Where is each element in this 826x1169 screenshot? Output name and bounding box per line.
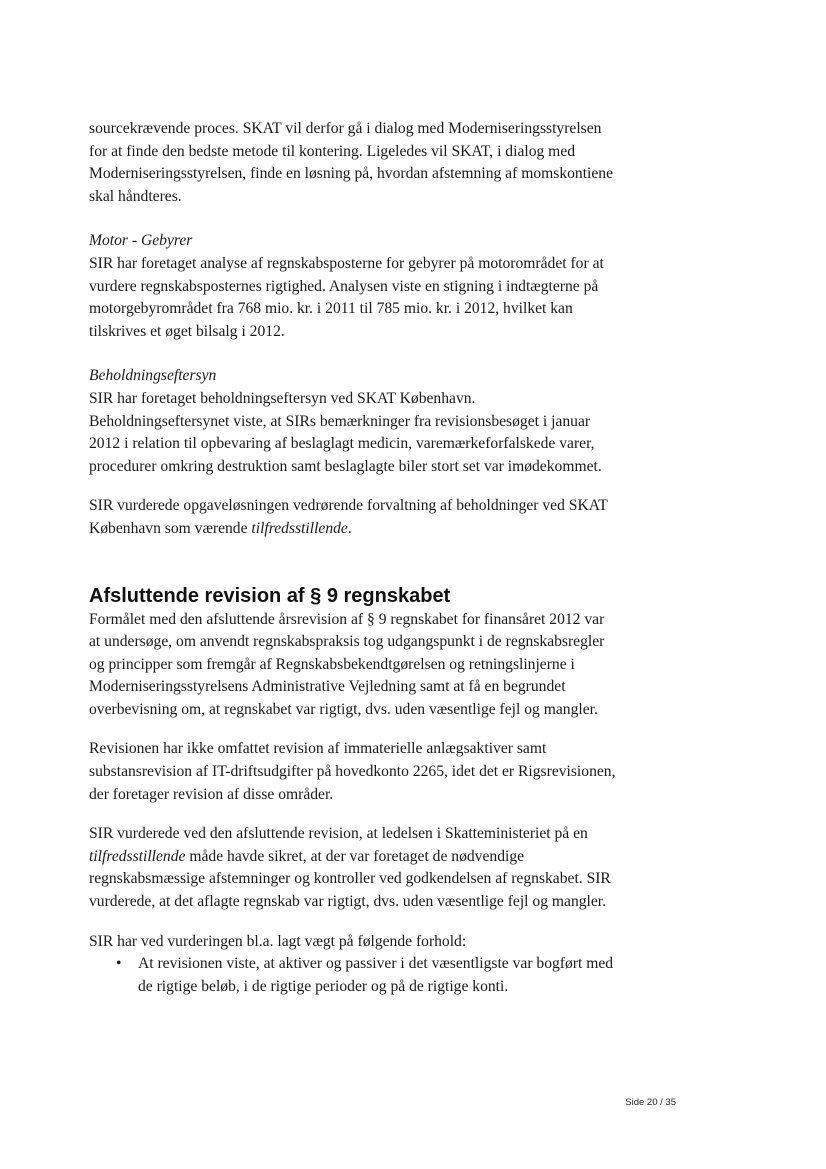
intro-paragraph: sourcekrævende proces. SKAT vil derfor gå i dialog med Moderniseringsstyrelsen for at finde den bedste metode til kontering. Ligeledes vil SKAT, i dialog med Moderniseringsstyrelsen, finde en løsning på, hvordan afstemning af momskontiene skal håndteres. [89, 120, 614, 205]
beholdning-conclusion-emphasis: tilfredsstillende [251, 519, 348, 537]
afsluttende-paragraph-1: Formålet med den afsluttende årsrevision af § 9 regnskabet for finansåret 2012 var at undersøge, om anvendt regnskabspraksis tog udgangspunkt i de regnskabsregler og principper som fremgår af Regnskabsbekendtgørelsen og retningslinjerne i Moderniseringsstyrelsens Administrative Vejledning samt at få en begrundet overbevisning om, at regnskabet var rigtigt, dvs. uden væsentlige fejl og mangler. [89, 610, 605, 718]
document-body [89, 118, 619, 998]
beholdning-subheading: Beholdningseftersyn [89, 367, 217, 385]
afsluttende-paragraph-3 [89, 823, 619, 913]
beholdning-conclusion [89, 495, 619, 540]
beholdning-conclusion-prefix: SIR vurderede opgaveløsningen vedrørende forvaltning af beholdninger ved SKAT København som værende [89, 497, 608, 537]
afsluttende-paragraph-2: Revisionen har ikke omfattet revision af immaterielle anlægsaktiver samt substansrevision af IT-driftsudgifter på hovedkonto 2265, idet det er Rigsrevisionen, der foretager revision af disse områder. [89, 740, 616, 803]
bullet-list [89, 953, 619, 998]
afsluttende-paragraph-4: SIR har ved vurderingen bl.a. lagt vægt på følgende forhold: [89, 932, 467, 950]
section-heading: Afsluttende revision af § 9 regnskabet [89, 584, 451, 607]
motor-paragraph: SIR har foretaget analyse af regnskabsposterne for gebyrer på motorområdet for at vurdere regnskabsposternes rigtighed. Analysen viste en stigning i indtægterne på motorgebyrområdet fra 768 mio. kr. i 2011 til 785 mio. kr. i 2012, hvilket kan tilskrives et øget bilsalg i 2012. [89, 254, 604, 340]
beholdning-paragraph: SIR har foretaget beholdningseftersyn ved SKAT København. Beholdningseftersynet viste, at SIRs bemærkninger fra revisionsbesøget i januar 2012 i relation til opbevaring af beslaglagt medicin, varemærkeforfalskede varer, procedurer omkring destruktion samt beslaglagte biler stort set var imødekommet. [89, 389, 602, 475]
afsluttende-p3-suffix: måde havde sikret, at der var foretaget de nødvendige regnskabsmæssige afstemninger og kontroller ved godkendelsen af regnskabet. SIR vurderede, at det aflagte regnskab var rigtigt, dvs. uden væsentlige fejl og mangler. [89, 847, 611, 911]
page-number: Side 20 / 35 [625, 1097, 676, 1108]
afsluttende-p3-prefix: SIR vurderede ved den afsluttende revision, at ledelsen i Skatteministeriet på en [89, 825, 588, 843]
beholdning-conclusion-suffix: . [347, 519, 352, 537]
list-item: • At revisionen viste, at aktiver og passiver i det væsentligste var bogført med de rigtige beløb, i de rigtige perioder og på de rigtige konti. [89, 953, 619, 998]
motor-subheading: Motor - Gebyrer [89, 232, 193, 250]
afsluttende-p3-emphasis: tilfredsstillende [89, 847, 186, 865]
